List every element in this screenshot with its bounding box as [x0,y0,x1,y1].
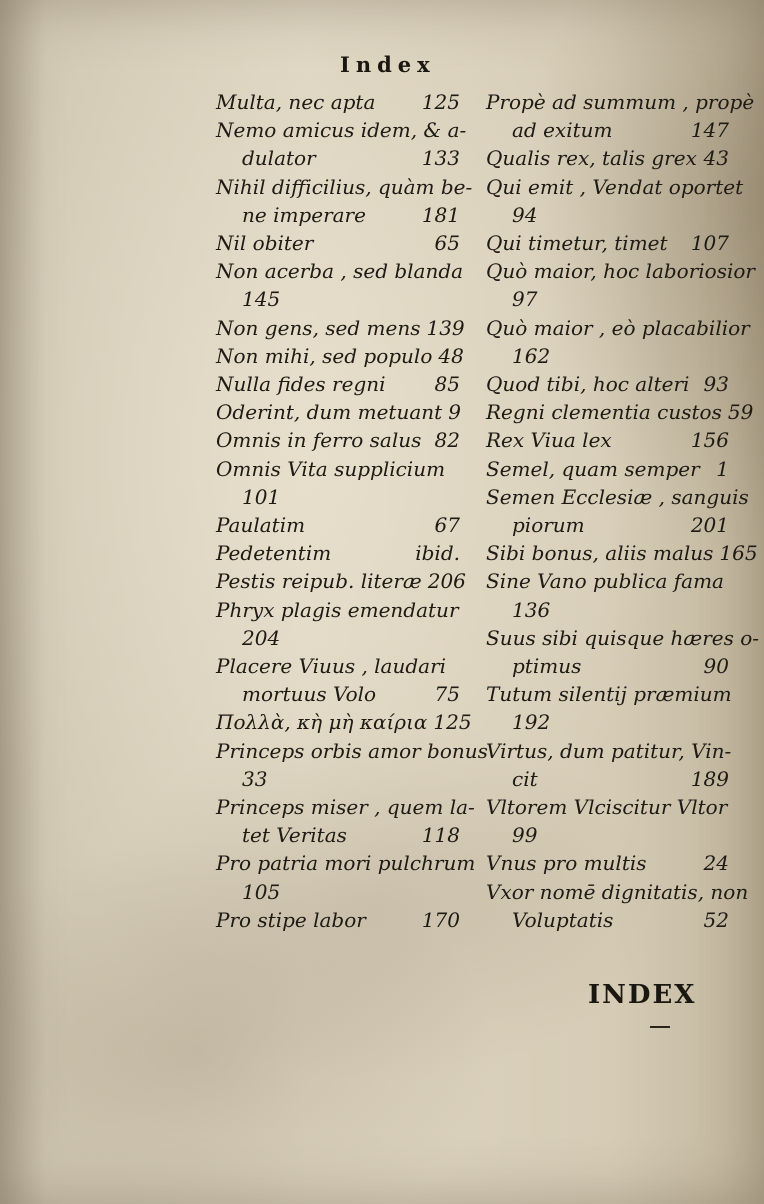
entry-page-number: 189 [690,766,729,791]
entry-term [216,511,460,539]
index-entry [486,426,729,454]
entry-term-continuation [486,765,729,793]
entry-page-number: 125 [433,710,472,735]
entry-page-number: 85 [434,372,460,397]
entry-term [216,173,473,201]
entry-text: Phryx plagis emendatur [216,597,459,622]
entry-text: Placere Viuus , laudari [216,654,447,679]
entry-term [216,737,488,765]
entry-text: tet Veritas [242,823,347,848]
index-entry [486,539,758,567]
entry-page-number: 43 [703,146,729,171]
entry-text: Oderint, dum metuant [216,400,443,425]
index-entry [216,793,475,849]
entry-term [486,398,754,426]
entry-page-number: 165 [719,541,758,566]
entry-page-number: 107 [690,231,729,256]
index-entry [486,567,729,623]
index-entry [486,680,732,736]
catchword: INDEX [588,980,697,1010]
entry-page-number: 52 [703,907,729,932]
entry-term [216,793,475,821]
entry-term [486,793,729,821]
entry-text: Propè ad summum , propè [486,90,755,114]
index-entry [216,708,472,736]
entry-page-number: 147 [690,118,729,143]
entry-text: Suus sibi quisque hæres o- [486,625,760,650]
entry-text: Rex Viua lex [486,428,612,453]
entry-page-number: 145 [242,287,281,312]
index-entry [216,173,473,229]
index-entry [216,737,488,793]
entry-text: Vnus pro multis [486,851,647,876]
entry-page-number: 162 [512,343,551,368]
entry-page-number: 170 [421,907,460,932]
entry-term-continuation [216,821,460,849]
entry-page-number: 94 [512,202,538,227]
index-entry [486,455,729,483]
entry-text: Nil obiter [216,231,314,256]
entry-page-number: 24 [703,851,729,876]
index-entry [216,567,466,595]
entry-term [486,455,729,483]
entry-term [216,567,466,595]
index-entry [486,144,729,172]
index-entry [216,455,460,511]
entry-text: mortuus Volo [242,682,377,707]
entry-term-continuation [486,652,729,680]
entry-text: Qui timetur, timet [486,231,668,256]
entry-page-number: 133 [421,146,460,171]
index-entry [486,398,754,426]
entry-text: Non gens, sed mens [216,315,421,340]
entry-text: Non acerba , sed blanda [216,259,464,284]
index-entry [216,906,460,934]
entry-term [486,567,729,595]
index-entry [216,116,467,172]
entry-page-number: 181 [421,202,460,227]
entry-term [216,257,464,285]
index-entry [216,342,464,370]
entry-text: cit [512,766,538,791]
entry-term [486,173,744,201]
index-entry [216,511,460,539]
index-entry [486,314,750,370]
entry-page-number: 105 [242,879,281,904]
entry-term [216,539,460,567]
entry-text: Pestis reipub. literæ [216,569,422,594]
entry-text: piorum [512,513,585,538]
entry-page-number: 9 [448,400,461,425]
entry-term [216,426,460,454]
entry-text: Tutum silentij præmium [486,682,732,707]
entry-term [486,426,729,454]
entry-text: dulator [242,146,316,171]
index-column-right [486,88,760,934]
index-entry [216,539,460,567]
entry-term [486,144,729,172]
entry-text: Quod tibi, hoc alteri [486,372,690,397]
entry-text: Sine Vano publica fama [486,569,724,594]
entry-text: ptimus [512,654,582,679]
entry-term [216,116,467,144]
index-entry [216,596,460,652]
entry-term [486,88,755,116]
index-entry [216,652,460,708]
entry-term-continuation [216,144,460,172]
entry-term [216,708,472,736]
entry-term [216,229,460,257]
entry-term [216,398,460,426]
entry-text: Nemo amicus idem, & a- [216,118,467,143]
entry-page-number: 90 [703,654,729,679]
entry-text: Princeps orbis amor bonus [216,738,488,763]
index-entry [216,229,460,257]
entry-page-number: 118 [421,823,460,848]
entry-text: Πολλὰ, κὴ μὴ καίρια [216,710,428,735]
index-entry [486,229,729,257]
entry-term [486,624,760,652]
entry-term-continuation [486,906,729,934]
entry-term [216,88,460,116]
entry-page-number: 75 [434,682,460,707]
entry-text: ne imperare [242,202,366,227]
index-entry [486,737,732,793]
entry-term-continuation [216,680,460,708]
index-entry [486,370,729,398]
entry-page-number: 136 [512,597,551,622]
entry-text: Pro stipe labor [216,907,366,932]
entry-term-continuation [486,116,729,144]
entry-term [486,370,729,398]
entry-text: Voluptatis [512,907,614,932]
entry-term [216,849,476,877]
entry-text: Pro patria mori pulchrum [216,851,476,876]
entry-term-continuation [486,511,729,539]
index-entry [216,257,464,313]
entry-page-number: 59 [727,400,754,425]
index-entry [216,314,465,342]
entry-text: Omnis Vita supplicium [216,456,446,481]
entry-term [216,455,460,483]
entry-term [216,906,460,934]
entry-text: Vxor nomē dignitatis, non [486,879,749,904]
entry-term [486,878,749,906]
index-column-left [216,88,488,934]
entry-page-number: ibid. [415,541,460,566]
entry-term [216,596,460,624]
entry-term [486,483,749,511]
entry-text: Nulla fides regni [216,372,386,397]
entry-text: Pedetentim [216,541,332,566]
entry-text: Quò maior , eò placabilior [486,315,750,340]
entry-page-number: 125 [421,90,460,114]
entry-text: ad exitum [512,118,613,143]
index-entry [486,257,755,313]
entry-page-number: 192 [512,710,551,735]
entry-page-number: 67 [434,513,460,538]
index-entry [486,88,755,144]
index-entry [216,849,476,905]
entry-page-number: 99 [512,823,538,848]
entry-text: Qui emit , Vendat oportet [486,174,744,199]
entry-text: Vltorem Vlciscitur Vltor [486,795,728,820]
entry-text: Quò maior, hoc laboriosior [486,259,755,284]
entry-text: Nihil difficilius, quàm be- [216,174,473,199]
entry-text: Virtus, dum patitur, Vin- [486,738,732,763]
entry-term-continuation [216,201,460,229]
index-entry [216,370,460,398]
entry-text: Non mihi, sed populo [216,343,433,368]
entry-text: Omnis in ferro salus [216,428,422,453]
entry-text: Semen Ecclesiæ , sanguis [486,484,749,509]
index-entry [486,173,744,229]
entry-text: Multa, nec apta [216,90,376,114]
entry-term [216,314,465,342]
running-title: Index [340,52,436,77]
entry-page-number: 97 [512,287,538,312]
entry-term [486,229,729,257]
entry-term [486,680,732,708]
entry-page-number: 206 [427,569,466,594]
entry-page-number: 201 [690,513,729,538]
index-entry [486,793,729,849]
entry-page-number: 82 [434,428,460,453]
index-entry [216,426,460,454]
index-entry [486,878,749,934]
index-entry [486,624,760,680]
entry-text: Regni clementia custos [486,400,722,425]
entry-text: Semel, quam semper [486,456,700,481]
entry-term [216,342,464,370]
entry-text: Princeps miser , quem la- [216,795,475,820]
entry-term [216,652,460,680]
entry-page-number: 156 [690,428,729,453]
entry-page-number: 33 [242,766,268,791]
entry-page-number: 93 [703,372,729,397]
entry-term [486,539,758,567]
catchword-rule [650,1026,670,1028]
entry-text: Qualis rex, talis grex [486,146,697,171]
entry-term [216,370,460,398]
entry-term [486,849,729,877]
entry-page-number: 1 [716,456,729,481]
entry-page-number: 139 [426,315,465,340]
index-entry [486,849,729,877]
entry-page-number: 101 [242,484,281,509]
entry-page-number: 65 [434,231,460,256]
entry-text: Sibi bonus, aliis malus [486,541,714,566]
entry-page-number: 48 [438,343,464,368]
index-entry [216,398,460,426]
entry-term [486,737,732,765]
entry-term [486,314,750,342]
entry-term [486,257,755,285]
entry-text: Paulatim [216,513,306,538]
index-entry [486,483,749,539]
index-entry [216,88,460,116]
entry-page-number: 204 [242,625,281,650]
